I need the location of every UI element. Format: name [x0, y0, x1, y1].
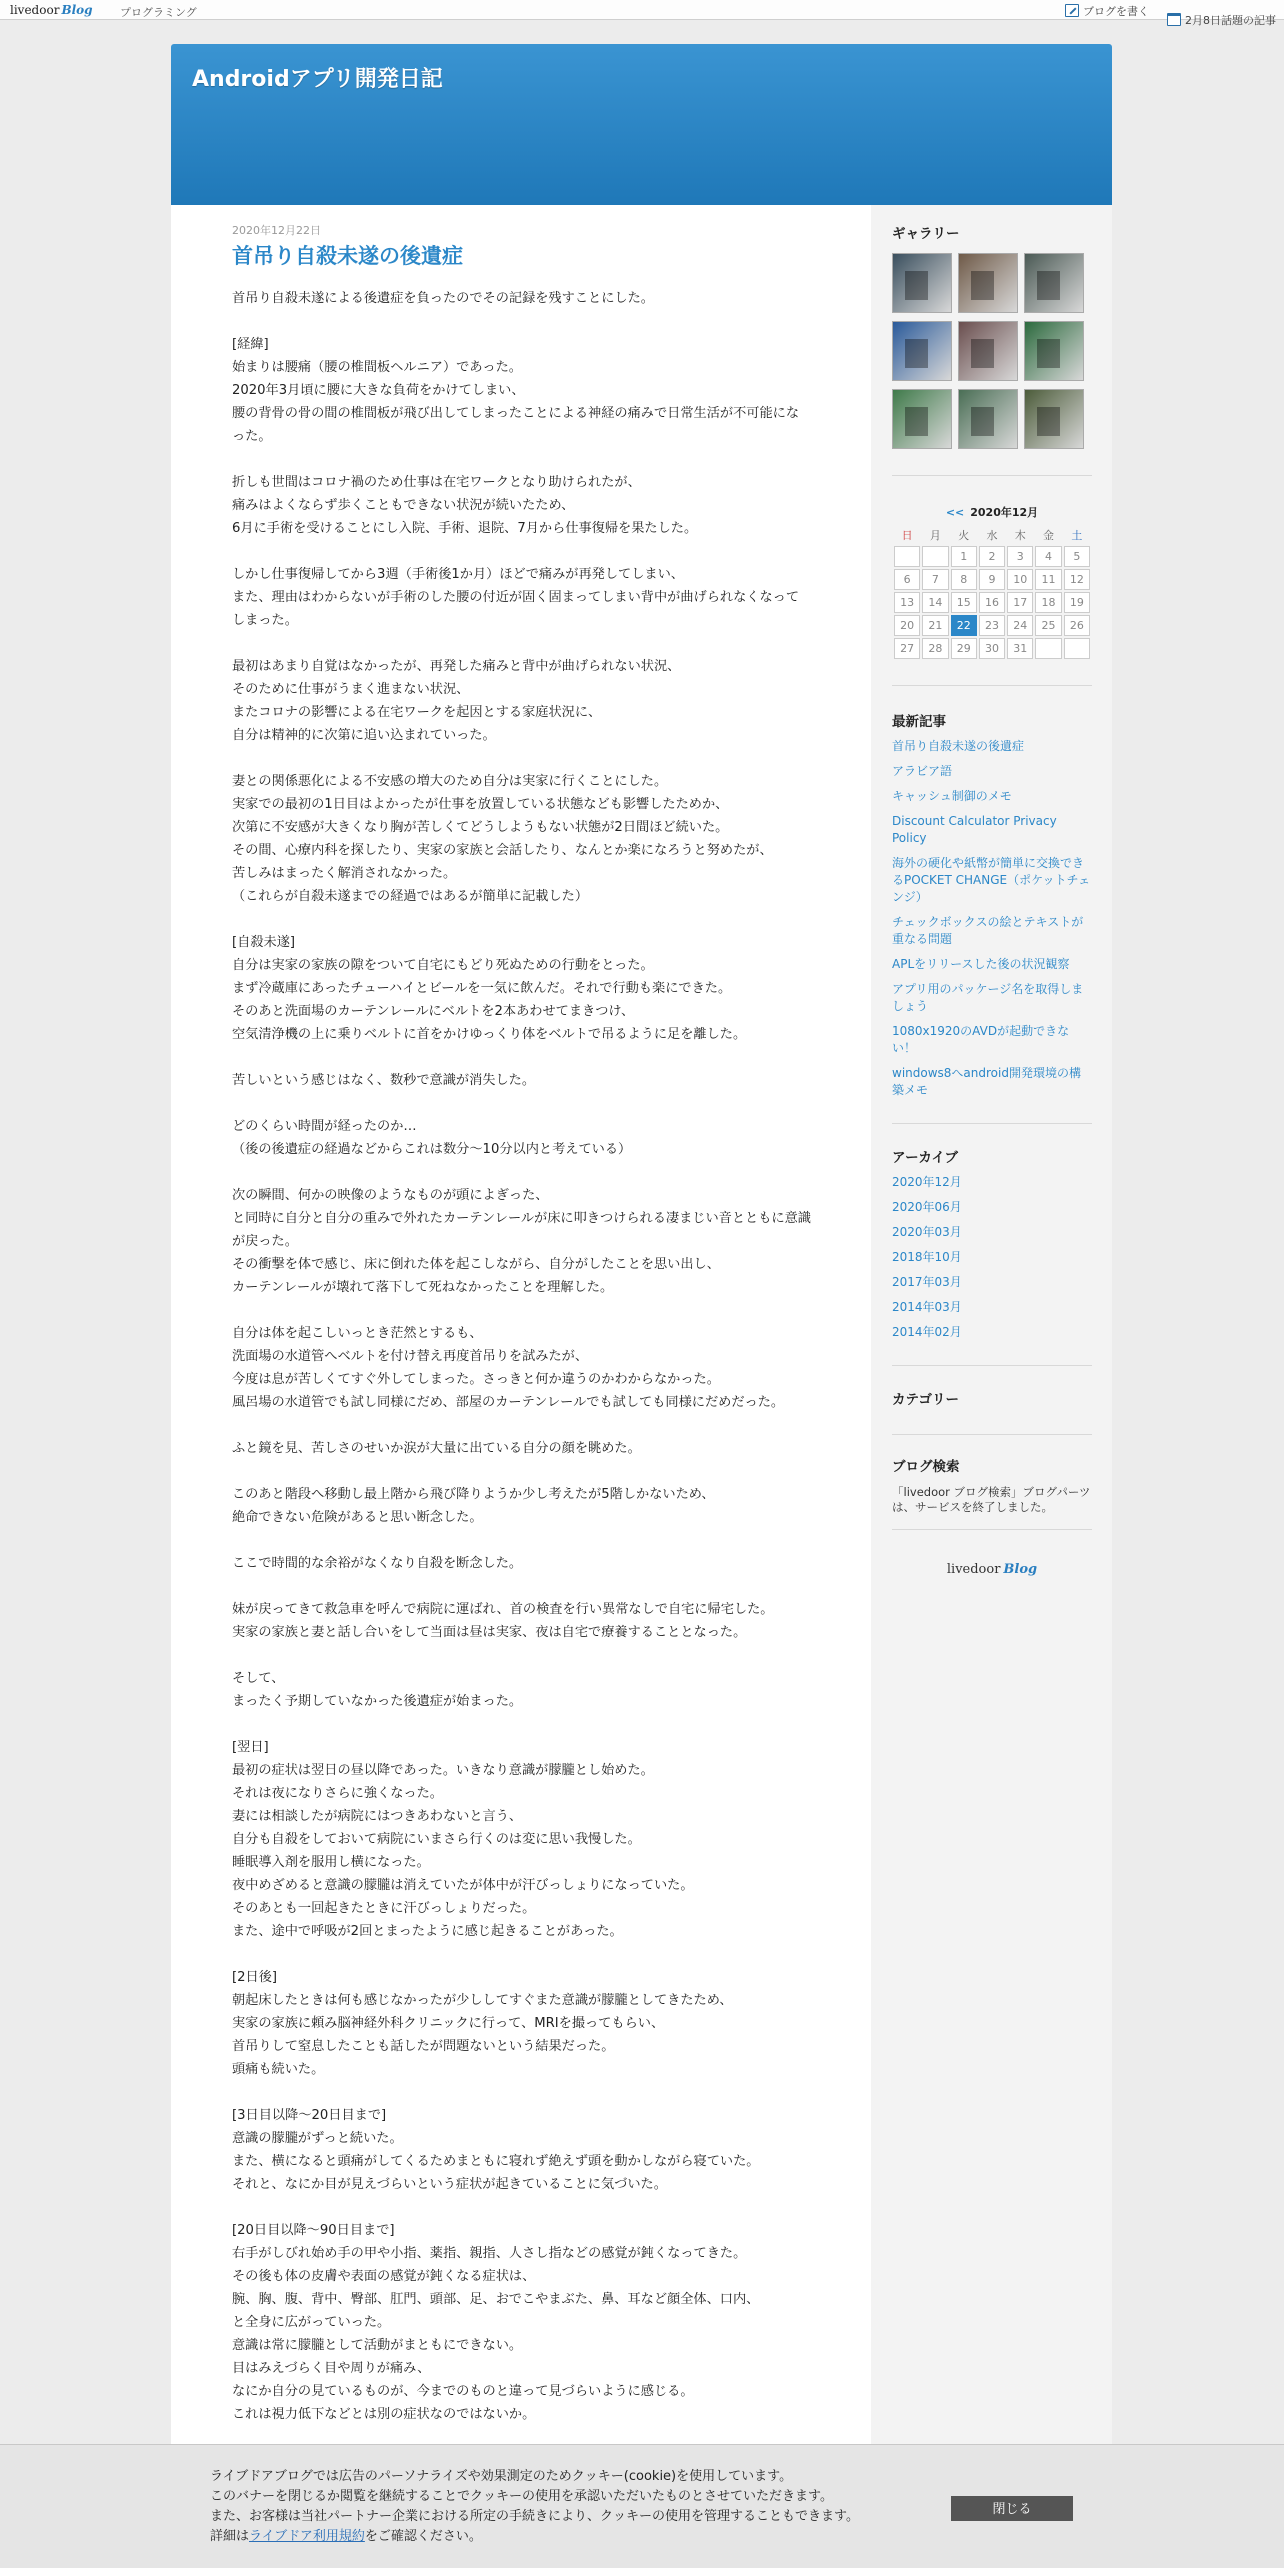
gallery-grid	[892, 253, 1092, 449]
article-line: 妻との関係悪化による不安感の増大のため自分は実家に行くことにした。	[232, 774, 668, 789]
article-line: どのくらい時間が経ったのか…	[232, 1119, 417, 1134]
article-line: 絶命できない危険があると思い断念した。	[232, 1510, 483, 1525]
calendar-day: 26	[1064, 615, 1090, 636]
archive-section	[892, 1124, 1092, 1366]
article-line	[232, 1046, 812, 1069]
article-line: 腰の背骨の骨の間の椎間板が飛び出してしまったことによる神経の痛みで日常生活が不可能になった。	[232, 406, 800, 444]
article-line: [経緯]	[232, 337, 269, 352]
calendar-day: 3	[1007, 546, 1033, 567]
calendar-day: 27	[894, 638, 920, 659]
cookie-close-button[interactable]: 閉じる	[951, 2496, 1073, 2521]
gallery-thumbnail[interactable]	[1024, 321, 1084, 381]
terms-link[interactable]: ライブドア利用規約	[249, 2529, 365, 2544]
calendar-day: 2	[979, 546, 1005, 567]
recent-article-link[interactable]: キャッシュ制御のメモ	[892, 789, 1012, 803]
logo-text: livedoor	[10, 3, 60, 17]
article-line: 苦しいという感じはなく、数秒で意識が消失した。	[232, 1073, 536, 1088]
article-line	[232, 1529, 812, 1552]
calendar-table	[892, 524, 1092, 661]
article-line: 首吊りして窒息したことも話したが問題ないという結果だった。	[232, 2039, 615, 2054]
article-line	[232, 2081, 812, 2104]
article-line	[232, 1299, 812, 1322]
calendar-weekday: 火	[958, 529, 970, 542]
article-line	[232, 1575, 812, 1598]
gallery-thumbnail[interactable]	[892, 389, 952, 449]
calendar-prev-link[interactable]: <<	[945, 506, 965, 519]
gallery-thumbnail[interactable]	[892, 321, 952, 381]
article-line: まず冷蔵庫にあったチューハイとビールを一気に飲んだ。それで行動も楽にできた。	[232, 981, 732, 996]
article-line: そのために仕事がうまく進まない状況、	[232, 682, 470, 697]
article-line: 折しも世間はコロナ禍のため仕事は在宅ワークとなり助けられたが、	[232, 475, 641, 490]
archive-link[interactable]: 2017年03月	[892, 1275, 962, 1289]
livedoor-blog-logo[interactable]	[10, 3, 93, 17]
category-heading: カテゴリー	[892, 1392, 959, 1408]
article-line: また、横になると頭痛がしてくるためまともに寝れず絶えず頭を動かしながら寝ていた。	[232, 2154, 760, 2169]
recent-article-link[interactable]: アラビア語	[892, 764, 953, 778]
recent-article-link[interactable]: チェックボックスの絵とテキストが重なる問題	[892, 915, 1084, 946]
article-line: ふと鏡を見、苦しさのせいか涙が大量に出ている自分の顔を眺めた。	[232, 1441, 641, 1456]
calendar-day: 12	[1064, 569, 1090, 590]
article-line	[232, 1161, 812, 1184]
gallery-thumbnail[interactable]	[958, 321, 1018, 381]
gallery-thumbnail[interactable]	[1024, 253, 1084, 313]
gallery-heading: ギャラリー	[892, 226, 960, 242]
calendar-weekday: 日	[901, 529, 913, 542]
calendar-day: 18	[1035, 592, 1061, 613]
article-line: 次第に不安感が大きくなり胸が苦しくてどうしようもない状態が2日間ほど続いた。	[232, 820, 729, 835]
article-line: ここで時間的な余裕がなくなり自殺を断念した。	[232, 1556, 523, 1571]
article-line: [自殺未遂]	[232, 935, 296, 950]
footer-livedoor-logo[interactable]	[892, 1562, 1092, 1577]
article-line: 朝起床したときは何も感じなかったが少ししてすぐまた意識が朦朧としてきたため、	[232, 1993, 733, 2008]
cookie-line-2: このバナーを閉じるか閲覧を継続することでクッキーの使用を承認いただいたものとさせていただきます。	[210, 2489, 833, 2504]
article-line: また、途中で呼吸が2回とまったように感じ起きることがあった。	[232, 1924, 623, 1939]
write-blog-label: ブログを書く	[1083, 5, 1149, 18]
sidebar	[892, 222, 1092, 1577]
article-line: 自分は体を起こしいっとき茫然とするも、	[232, 1326, 483, 1341]
article-line: 意識は常に朦朧として活動がまともにできない。	[232, 2338, 523, 2353]
gallery-section	[892, 222, 1092, 476]
archive-link[interactable]: 2014年03月	[892, 1300, 962, 1314]
calendar-day: 31	[1007, 638, 1033, 659]
calendar-section	[892, 504, 1092, 686]
calendar-day: 4	[1035, 546, 1061, 567]
calendar-empty-cell	[1064, 638, 1090, 659]
article-line: そのあとも一回起きたときに汗びっしょりだった。	[232, 1901, 536, 1916]
recent-article-link[interactable]: 海外の硬化や紙幣が簡単に交換できるPOCKET CHANGE（ポケットチェンジ）	[892, 856, 1091, 904]
archive-link[interactable]: 2020年12月	[892, 1175, 962, 1189]
article-line	[232, 632, 812, 655]
article-line: 自分も自殺をしておいて病院にいまさら行くのは変に思い我慢した。	[232, 1832, 641, 1847]
category-link[interactable]: プログラミング	[120, 6, 197, 19]
article-line: そのあと洗面場のカーテンレールにベルトを2本あわせてまきつけ、	[232, 1004, 635, 1019]
top-bar	[0, 0, 1284, 27]
calendar-day: 20	[894, 615, 920, 636]
blog-title[interactable]: Androidアプリ開発日記	[192, 67, 443, 92]
article-line: 2020年3月頃に腰に大きな負荷をかけてしまい、	[232, 383, 525, 398]
recent-article-link[interactable]: Discount Calculator Privacy Policy	[892, 814, 1057, 845]
cookie-line-4-post: をご確認ください。	[364, 2529, 482, 2544]
calendar-day: 13	[894, 592, 920, 613]
archive-link[interactable]: 2014年02月	[892, 1325, 962, 1339]
calendar-day: 24	[1007, 615, 1033, 636]
article-line: 首吊り自殺未遂による後遺症を負ったのでその記録を残すことにした。	[232, 291, 654, 306]
article-line: 風呂場の水道管でも試し同様にだめ、部屋のカーテンレールでも試しても同様にだめだった。	[232, 1395, 785, 1410]
article-line	[232, 1713, 812, 1736]
gallery-thumbnail[interactable]	[958, 253, 1018, 313]
article-line	[232, 540, 812, 563]
article-title[interactable]: 首吊り自殺未遂の後遺症	[232, 244, 463, 268]
calendar-day: 8	[951, 569, 977, 590]
article-line: 妹が戻ってきて救急車を呼んで病院に運ばれ、首の検査を行い異常なしで自宅に帰宅した。	[232, 1602, 774, 1617]
article-line: また、理由はわからないが手術のした腰の付近が固く固まってしまい背中が曲げられなくなってしまった。	[232, 590, 800, 628]
archive-link[interactable]: 2018年10月	[892, 1250, 962, 1264]
calendar-day: 5	[1064, 546, 1090, 567]
article-line: 睡眠導入剤を服用し横になった。	[232, 1855, 430, 1870]
article-line	[232, 1644, 812, 1667]
trending-articles-link[interactable]	[1167, 3, 1276, 28]
article-line: 痛みはよくならず歩くこともできない状況が続いたため、	[232, 498, 575, 513]
article-line: 自分は実家の家族の隙をついて自宅にもどり死ぬための行動をとった。	[232, 958, 654, 973]
article-line: 実家の家族に頼み脳神経外科クリニックに行って、MRIを撮ってもらい、	[232, 2016, 665, 2031]
calendar-weekday: 水	[986, 529, 998, 542]
calendar-day: 7	[922, 569, 948, 590]
calendar-empty-cell	[922, 546, 948, 567]
article-line: 右手がしびれ始め手の甲や小指、薬指、親指、人さし指などの感覚が鈍くなってきた。	[232, 2246, 747, 2261]
archive-link[interactable]: 2020年03月	[892, 1225, 962, 1239]
cookie-line-4	[210, 2527, 930, 2547]
recent-articles-list	[892, 738, 1092, 1099]
calendar-day: 29	[951, 638, 977, 659]
article-line	[232, 1414, 812, 1437]
calendar-empty-cell	[1035, 638, 1061, 659]
calendar-day: 16	[979, 592, 1005, 613]
article-line: 洗面場の水道管へベルトを付け替え再度首吊りを試みたが、	[232, 1349, 589, 1364]
article-line	[232, 448, 812, 471]
article-line: 自分は精神的に次第に追い込まれていった。	[232, 728, 496, 743]
article-body	[232, 287, 812, 2426]
article-line: 目はみえづらく目や周りが痛み、	[232, 2361, 431, 2376]
gallery-thumbnail[interactable]	[1024, 389, 1084, 449]
calendar-day: 25	[1035, 615, 1061, 636]
article-line: それと、なにか目が見えづらいという症状が起きていることに気づいた。	[232, 2177, 667, 2192]
article-line: 空気清浄機の上に乗りベルトに首をかけゆっくり体をベルトで吊るように足を離した。	[232, 1027, 747, 1042]
blog-search-note: 「livedoor ブログ検索」ブログパーツは、サービスを終了しました。	[892, 1485, 1091, 1514]
article-line: [20日目以降～90日目まで]	[232, 2223, 395, 2238]
article-line: 頭痛も続いた。	[232, 2062, 325, 2077]
article-line: と同時に自分と自分の重みで外れたカーテンレールが床に叩きつけられる凄まじい音とともに意識が戻った。	[232, 1211, 811, 1249]
calendar-day: 1	[951, 546, 977, 567]
article-line	[232, 1460, 812, 1483]
article-line: 妻には相談したが病院にはつきあわないと言う、	[232, 1809, 523, 1824]
article-line: 次の瞬間、何かの映像のようなものが頭によぎった、	[232, 1188, 549, 1203]
article-line: このあと階段へ移動し最上階から飛び降りようか少し考えたが5階しかないため、	[232, 1487, 715, 1502]
archive-list	[892, 1174, 1092, 1341]
article	[232, 222, 812, 2426]
calendar-day: 28	[922, 638, 948, 659]
write-blog-link[interactable]	[1065, 3, 1149, 28]
cookie-line-1: ライブドアブログでは広告のパーソナライズや効果測定のためクッキー(cookie)を使用しています。	[210, 2469, 793, 2484]
article-line	[232, 2196, 812, 2219]
article-line: （これらが自殺未遂までの経過ではあるが簡単に記載した）	[232, 889, 589, 904]
article-line: 意識の朦朧がずっと続いた。	[232, 2131, 403, 2146]
calendar-day: 30	[979, 638, 1005, 659]
calendar-day: 11	[1035, 569, 1061, 590]
article-line: カーテンレールが壊れて落下して死ねなかったことを理解した。	[232, 1280, 614, 1295]
calendar-day: 10	[1007, 569, 1033, 590]
article-line: 実家の家族と妻と話し合いをして当面は昼は実家、夜は自宅で療養することとなった。	[232, 1625, 747, 1640]
archive-link[interactable]: 2020年06月	[892, 1200, 962, 1214]
cookie-text	[210, 2467, 930, 2547]
footer-logo-blog: Blog	[1003, 1562, 1038, 1577]
recent-article-link[interactable]: アプリ用のパッケージ名を取得しましょう	[892, 982, 1084, 1013]
article-line: 最初の症状は翌日の昼以降であった。いきなり意識が朦朧とし始めた。	[232, 1763, 654, 1778]
article-line	[232, 908, 812, 931]
cookie-line-3: また、お客様は当社パートナー企業における所定の手続きにより、クッキーの使用を管理することもできます。	[210, 2509, 859, 2524]
calendar-day: 21	[922, 615, 948, 636]
recent-article-link[interactable]: APLをリリースした後の状況観察	[892, 957, 1070, 971]
article-line	[232, 1943, 812, 1966]
article-line: その後も体の皮膚や表面の感覚が鈍くなる症状は、	[232, 2269, 536, 2284]
article-line: （後の後遺症の経過などからこれは数分～10分以内と考えている）	[232, 1142, 632, 1157]
article-line: 今度は息が苦しくてすぐ外してしまった。さっきと何か違うのかわからなかった。	[232, 1372, 720, 1387]
article-line: またコロナの影響による在宅ワークを起因とする家庭状況に、	[232, 705, 602, 720]
calendar-month	[892, 504, 1092, 520]
calendar-weekday: 土	[1071, 529, 1083, 542]
article-line: [2日後]	[232, 1970, 278, 1985]
archive-heading: アーカイブ	[892, 1150, 959, 1166]
article-line: しかし仕事復帰してから3週（手術後1か月）ほどで痛みが再発してしまい、	[232, 567, 684, 582]
calendar-weekday: 月	[929, 529, 941, 542]
article-date: 2020年12月22日	[232, 224, 321, 237]
article-line: と全身に広がっていった。	[232, 2315, 391, 2330]
gallery-thumbnail[interactable]	[958, 389, 1018, 449]
gallery-thumbnail[interactable]	[892, 253, 952, 313]
article-line: 腕、胸、腹、背中、臀部、肛門、頭部、足、おでこやまぶた、鼻、耳など顔全体、口内、	[232, 2292, 760, 2307]
article-line: 夜中めざめると意識の朦朧は消えていたが体中が汗びっしょりになっていた。	[232, 1878, 694, 1893]
blog-search-section	[892, 1435, 1092, 1530]
recent-article-link[interactable]: windows8へandroid開発環境の構築メモ	[892, 1066, 1081, 1097]
article-line: これは視力低下などとは別の症状なのではないか。	[232, 2407, 536, 2422]
calendar-day: 23	[979, 615, 1005, 636]
cookie-banner	[0, 2444, 1284, 2568]
article-line: 苦しみはまったく解消されなかった。	[232, 866, 457, 881]
calendar-day: 17	[1007, 592, 1033, 613]
recent-article-link[interactable]: 首吊り自殺未遂の後遺症	[892, 739, 1025, 753]
logo-blog-text: Blog	[61, 3, 93, 17]
calendar-empty-cell	[894, 546, 920, 567]
calendar-day-today[interactable]: 22	[951, 615, 977, 636]
category-section	[892, 1366, 1092, 1435]
calendar-day: 14	[922, 592, 948, 613]
article-line: [3日目以降～20日目まで]	[232, 2108, 387, 2123]
article-line: そして、	[232, 1671, 285, 1686]
article-line	[232, 1092, 812, 1115]
article-line: その衝撃を体で感じ、床に倒れた体を起こしながら、自分がしたことを思い出し、	[232, 1257, 720, 1272]
recent-article-link[interactable]: 1080x1920のAVDが起動できない！	[892, 1024, 1070, 1055]
calendar-icon	[1167, 13, 1181, 26]
article-line: 6月に手術を受けることにし入院、手術、退院、7月から仕事復帰を果たした。	[232, 521, 698, 536]
article-line: それは夜になりさらに強くなった。	[232, 1786, 443, 1801]
footer-logo-text: livedoor	[946, 1562, 1001, 1577]
calendar-day: 9	[979, 569, 1005, 590]
calendar-weekday: 金	[1043, 529, 1055, 542]
recent-articles-heading: 最新記事	[892, 714, 946, 730]
article-line: [翌日]	[232, 1740, 269, 1755]
recent-articles-section	[892, 686, 1092, 1124]
article-line: 最初はあまり自覚はなかったが、再発した痛みと背中が曲げられない状況、	[232, 659, 681, 674]
article-line: 始まりは腰痛（腰の椎間板ヘルニア）であった。	[232, 360, 522, 375]
calendar-day: 6	[894, 569, 920, 590]
blog-header	[171, 44, 1112, 205]
calendar-month-label: 2020年12月	[970, 506, 1039, 519]
calendar-day: 19	[1064, 592, 1090, 613]
trending-label: 2月8日話題の記事	[1185, 14, 1276, 27]
article-line: その間、心療内科を探したり、実家の家族と会話したり、なんとか楽になろうと努めたが、	[232, 843, 773, 858]
calendar-weekday: 木	[1014, 529, 1026, 542]
blog-search-heading: ブログ検索	[892, 1459, 960, 1475]
cookie-line-4-pre: 詳細は	[210, 2529, 250, 2544]
article-line: まったく予期していなかった後遺症が始まった。	[232, 1694, 523, 1709]
pen-icon	[1065, 4, 1079, 17]
article-line	[232, 310, 812, 333]
calendar-day: 15	[951, 592, 977, 613]
article-line: 実家での最初の1日目はよかったが仕事を放置している状態なども影響したためか、	[232, 797, 729, 812]
article-line: なにか自分の見ているものが、今までのものと違って見づらいように感じる。	[232, 2384, 694, 2399]
article-line	[232, 747, 812, 770]
